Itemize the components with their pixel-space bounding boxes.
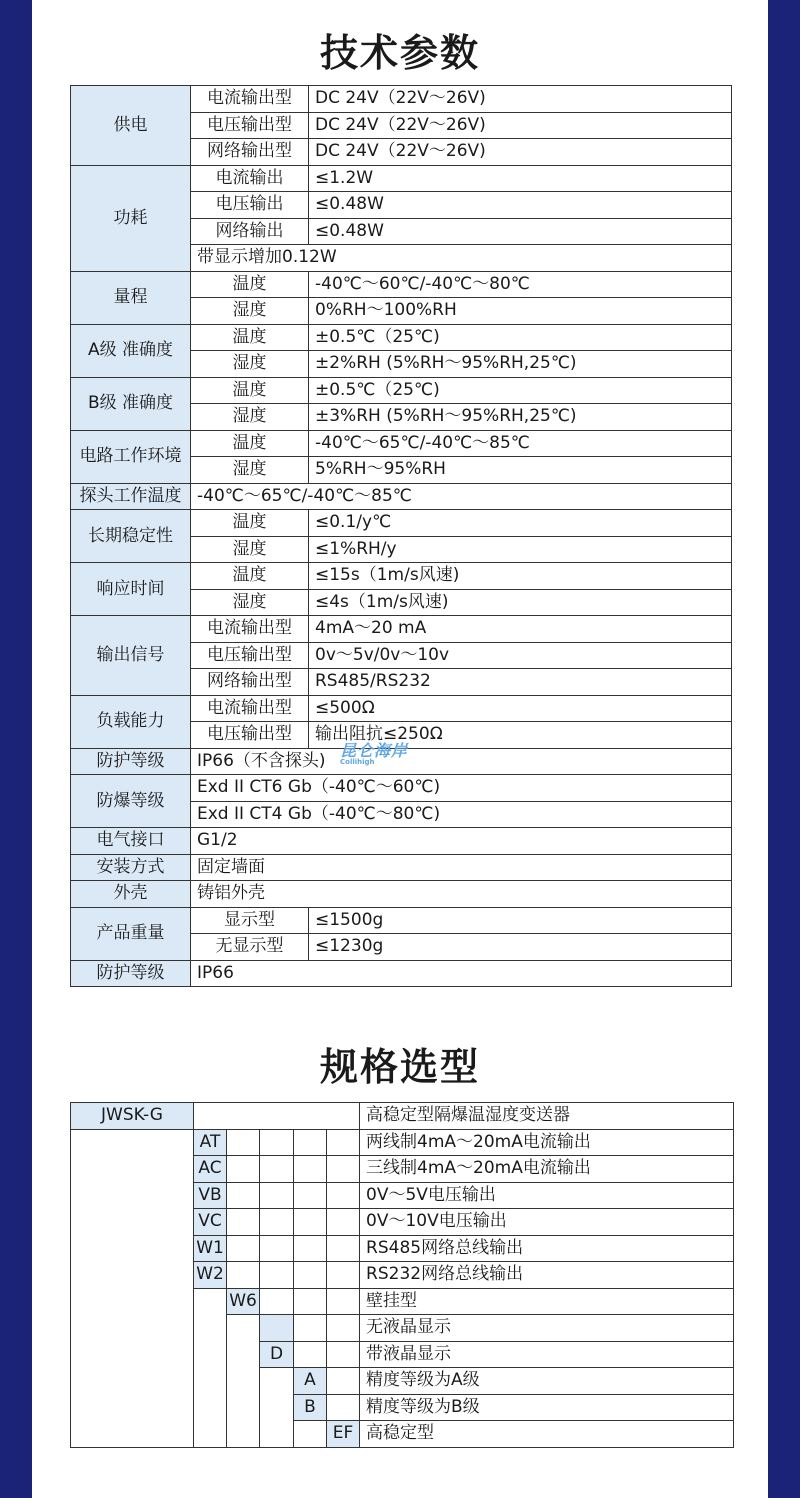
desc-cell: 0V～10V电压输出	[360, 1209, 734, 1236]
sub-cell: 网络输出型	[191, 669, 309, 696]
sub-cell: 湿度	[191, 404, 309, 431]
desc-cell: 三线制4mA～20mA电流输出	[360, 1156, 734, 1183]
value-cell: ≤0.1/y℃	[309, 510, 732, 537]
sub-cell: 网络输出型	[191, 139, 309, 166]
table-row	[71, 165, 732, 192]
table-row	[71, 430, 732, 457]
table-row	[71, 960, 732, 987]
desc-cell: 0V～5V电压输出	[360, 1182, 734, 1209]
code-cell: W1	[194, 1235, 227, 1262]
sub-cell: 无显示型	[191, 934, 309, 961]
value-cell: ±2%RH (5%RH～95%RH,25℃)	[309, 351, 732, 378]
desc-cell: 无液晶显示	[360, 1315, 734, 1342]
value-cell: 固定墙面	[191, 854, 732, 881]
sub-cell: 温度	[191, 324, 309, 351]
value-cell: -40℃～65℃/-40℃～85℃	[309, 430, 732, 457]
category-cell: 电路工作环境	[71, 430, 191, 483]
category-cell: 防护等级	[71, 960, 191, 987]
code-cell: EF	[327, 1421, 360, 1448]
sub-cell: 湿度	[191, 589, 309, 616]
category-cell: 供电	[71, 86, 191, 166]
code-cell: AC	[194, 1156, 227, 1183]
value-cell: 0v～5v/0v～10v	[309, 642, 732, 669]
value-cell: DC 24V（22V～26V)	[309, 139, 732, 166]
category-cell: 量程	[71, 271, 191, 324]
value-cell: ±0.5℃（25℃)	[309, 377, 732, 404]
desc-cell: 带液晶显示	[360, 1341, 734, 1368]
sub-cell: 湿度	[191, 536, 309, 563]
value-cell: Exd II CT4 Gb（-40℃～80℃)	[191, 801, 732, 828]
code-cell: W2	[194, 1262, 227, 1289]
category-cell: 防爆等级	[71, 775, 191, 828]
desc-cell: 高稳定型隔爆温湿度变送器	[360, 1103, 734, 1130]
category-cell: A级 准确度	[71, 324, 191, 377]
value-cell: ≤15s（1m/s风速)	[309, 563, 732, 590]
blank-cell	[194, 1103, 360, 1130]
category-cell: 负载能力	[71, 695, 191, 748]
value-cell: IP66（不含探头)	[191, 748, 732, 775]
table-row	[71, 563, 732, 590]
value-cell: RS485/RS232	[309, 669, 732, 696]
sub-cell: 电流输出型	[191, 86, 309, 113]
value-cell: -40℃～60℃/-40℃～80℃	[309, 271, 732, 298]
tech-params-title: 技术参数	[319, 31, 480, 75]
value-cell: IP66	[191, 960, 732, 987]
table-row	[71, 854, 732, 881]
code-cell: VB	[194, 1182, 227, 1209]
desc-cell: 精度等级为B级	[360, 1394, 734, 1421]
desc-cell: 精度等级为A级	[360, 1368, 734, 1395]
brand-watermark	[340, 738, 408, 766]
code-cell	[260, 1315, 294, 1342]
sub-cell: 电流输出	[191, 165, 309, 192]
table-row	[71, 695, 732, 722]
sub-cell: 电压输出	[191, 192, 309, 219]
category-cell: 外壳	[71, 881, 191, 908]
sub-cell: 湿度	[191, 457, 309, 484]
value-cell: 输出阻抗≤250Ω	[309, 722, 732, 749]
desc-cell: 两线制4mA～20mA电流输出	[360, 1129, 734, 1156]
value-cell: ≤1500g	[309, 907, 732, 934]
value-cell: ±0.5℃（25℃)	[309, 324, 732, 351]
table-row	[71, 881, 732, 908]
tech-params-table	[70, 85, 732, 987]
sub-cell: 显示型	[191, 907, 309, 934]
code-cell: D	[260, 1341, 294, 1368]
sub-cell: 电流输出型	[191, 616, 309, 643]
table-row	[71, 324, 732, 351]
category-cell: 功耗	[71, 165, 191, 271]
sub-cell: 温度	[191, 430, 309, 457]
value-cell: ≤1230g	[309, 934, 732, 961]
value-cell: 0%RH～100%RH	[309, 298, 732, 325]
value-cell: ≤1.2W	[309, 165, 732, 192]
table-row	[71, 1103, 734, 1130]
code-cell: A	[294, 1368, 327, 1395]
code-cell: B	[294, 1394, 327, 1421]
value-cell: -40℃～65℃/-40℃～85℃	[191, 483, 732, 510]
category-cell: 响应时间	[71, 563, 191, 616]
watermark-sub: Collihigh	[340, 758, 375, 766]
value-cell: ≤500Ω	[309, 695, 732, 722]
category-cell: 防护等级	[71, 748, 191, 775]
blank-cell	[71, 1129, 194, 1447]
desc-cell: 高稳定型	[360, 1421, 734, 1448]
value-cell: 4mA～20 mA	[309, 616, 732, 643]
table-row	[71, 377, 732, 404]
table-row	[71, 86, 732, 113]
table-row	[71, 616, 732, 643]
value-cell: 5%RH～95%RH	[309, 457, 732, 484]
category-cell: 探头工作温度	[71, 483, 191, 510]
value-cell: ≤0.48W	[309, 218, 732, 245]
category-cell: 输出信号	[71, 616, 191, 696]
table-row	[71, 510, 732, 537]
category-cell: 产品重量	[71, 907, 191, 960]
table-row	[71, 1129, 734, 1156]
table-row	[71, 907, 732, 934]
value-cell: DC 24V（22V～26V)	[309, 86, 732, 113]
value-cell: 铸铝外壳	[191, 881, 732, 908]
table-row	[71, 483, 732, 510]
desc-cell: 壁挂型	[360, 1288, 734, 1315]
code-cell: AT	[194, 1129, 227, 1156]
spec-selection-table	[70, 1102, 734, 1448]
category-cell: B级 准确度	[71, 377, 191, 430]
table-row	[71, 828, 732, 855]
value-cell: ≤1%RH/y	[309, 536, 732, 563]
table-row	[71, 271, 732, 298]
model-cell: JWSK-G	[71, 1103, 194, 1130]
value-cell: ≤0.48W	[309, 192, 732, 219]
value-cell: ±3%RH (5%RH～95%RH,25℃)	[309, 404, 732, 431]
value-cell: G1/2	[191, 828, 732, 855]
code-cell: VC	[194, 1209, 227, 1236]
spec-selection-title: 规格选型	[319, 1045, 480, 1089]
desc-cell: RS485网络总线输出	[360, 1235, 734, 1262]
sub-cell: 温度	[191, 510, 309, 537]
sub-cell: 湿度	[191, 351, 309, 378]
table-row	[71, 775, 732, 802]
desc-cell: RS232网络总线输出	[360, 1262, 734, 1289]
sub-cell: 湿度	[191, 298, 309, 325]
sub-cell: 电压输出型	[191, 722, 309, 749]
sub-cell: 电流输出型	[191, 695, 309, 722]
sub-cell: 温度	[191, 563, 309, 590]
value-cell: DC 24V（22V～26V)	[309, 112, 732, 139]
category-cell: 安装方式	[71, 854, 191, 881]
value-cell: Exd II CT6 Gb（-40℃～60℃)	[191, 775, 732, 802]
sub-cell: 网络输出	[191, 218, 309, 245]
sub-cell: 温度	[191, 377, 309, 404]
sub-cell: 温度	[191, 271, 309, 298]
value-cell: ≤4s（1m/s风速)	[309, 589, 732, 616]
watermark-text: 昆仑海岸	[340, 741, 409, 760]
code-cell: W6	[227, 1288, 260, 1315]
category-cell: 电气接口	[71, 828, 191, 855]
value-cell: 带显示增加0.12W	[191, 245, 732, 272]
sub-cell: 电压输出型	[191, 642, 309, 669]
category-cell: 长期稳定性	[71, 510, 191, 563]
sub-cell: 电压输出型	[191, 112, 309, 139]
